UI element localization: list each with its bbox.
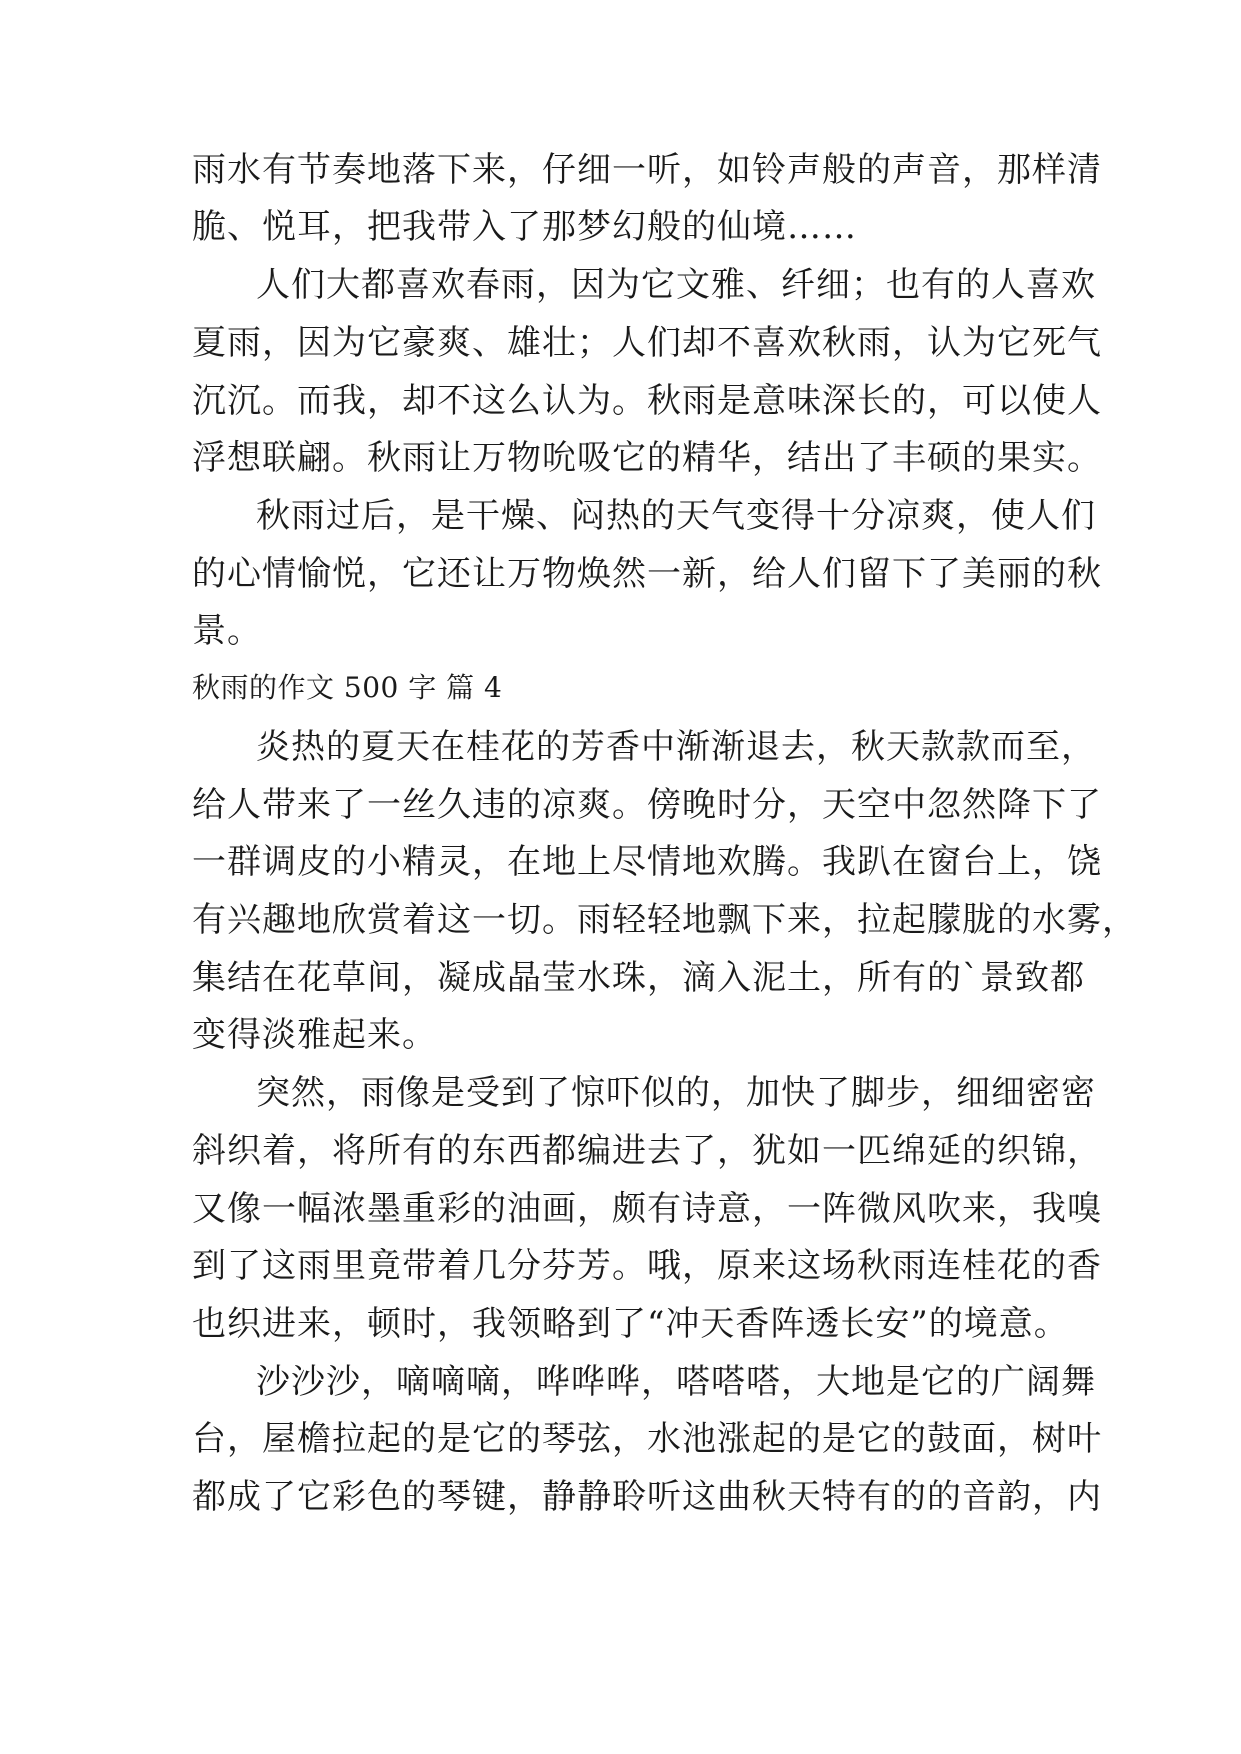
paragraph-first-line: 秋雨过后，是干燥、闷热的天气变得十分凉爽，使人们 xyxy=(256,496,1096,536)
text-line: 夏雨，因为它豪爽、雄壮；人们却不喜欢秋雨，认为它死气 xyxy=(192,323,1102,363)
text-line: 雨水有节奏地落下来，仔细一听，如铃声般的声音，那样清 xyxy=(192,150,1102,190)
text-line: 又像一幅浓墨重彩的油画，颇有诗意，一阵微风吹来，我嗅 xyxy=(192,1189,1102,1229)
text-line: 斜织着，将所有的东西都编进去了，犹如一匹绵延的织锦， xyxy=(192,1131,1102,1171)
text-line: 都成了它彩色的琴键，静静聆听这曲秋天特有的的音韵，内 xyxy=(192,1477,1102,1517)
text-line: 一群调皮的小精灵，在地上尽情地欢腾。我趴在窗台上，饶 xyxy=(192,842,1102,882)
paragraph-first-line: 人们大都喜欢春雨，因为它文雅、纤细；也有的人喜欢 xyxy=(256,265,1096,305)
paragraph-first-line: 沙沙沙，嘀嘀嘀，哗哗哗，嗒嗒嗒，大地是它的广阔舞 xyxy=(256,1362,1096,1402)
text-line: 景。 xyxy=(192,611,262,651)
text-line: 到了这雨里竟带着几分芬芳。哦，原来这场秋雨连桂花的香 xyxy=(192,1246,1102,1286)
text-line: 沉沉。而我，却不这么认为。秋雨是意味深长的，可以使人 xyxy=(192,381,1102,421)
section-heading: 秋雨的作文 500 字 篇 4 xyxy=(192,671,503,704)
paragraph-first-line: 突然，雨像是受到了惊吓似的，加快了脚步，细细密密 xyxy=(256,1073,1096,1113)
paragraph-first-line: 炎热的夏天在桂花的芳香中渐渐退去，秋天款款而至， xyxy=(256,727,1096,767)
text-line: 台，屋檐拉起的是它的琴弦，水池涨起的是它的鼓面，树叶 xyxy=(192,1419,1102,1459)
text-line: 浮想联翩。秋雨让万物吮吸它的精华，结出了丰硕的果实。 xyxy=(192,438,1102,478)
text-line: 的心情愉悦，它还让万物焕然一新，给人们留下了美丽的秋 xyxy=(192,554,1102,594)
text-line: 也织进来，顿时，我领略到了“冲天香阵透长安”的境意。 xyxy=(192,1304,1069,1344)
text-line: 给人带来了一丝久违的凉爽。傍晚时分，天空中忽然降下了 xyxy=(192,785,1102,825)
text-line: 变得淡雅起来。 xyxy=(192,1015,437,1055)
text-line: 集结在花草间，凝成晶莹水珠，滴入泥土，所有的`景致都 xyxy=(192,958,1085,998)
text-line: 脆、悦耳，把我带入了那梦幻般的仙境…… xyxy=(192,207,857,247)
text-line: 有兴趣地欣赏着这一切。雨轻轻地飘下来，拉起朦胧的水雾， xyxy=(192,900,1137,940)
